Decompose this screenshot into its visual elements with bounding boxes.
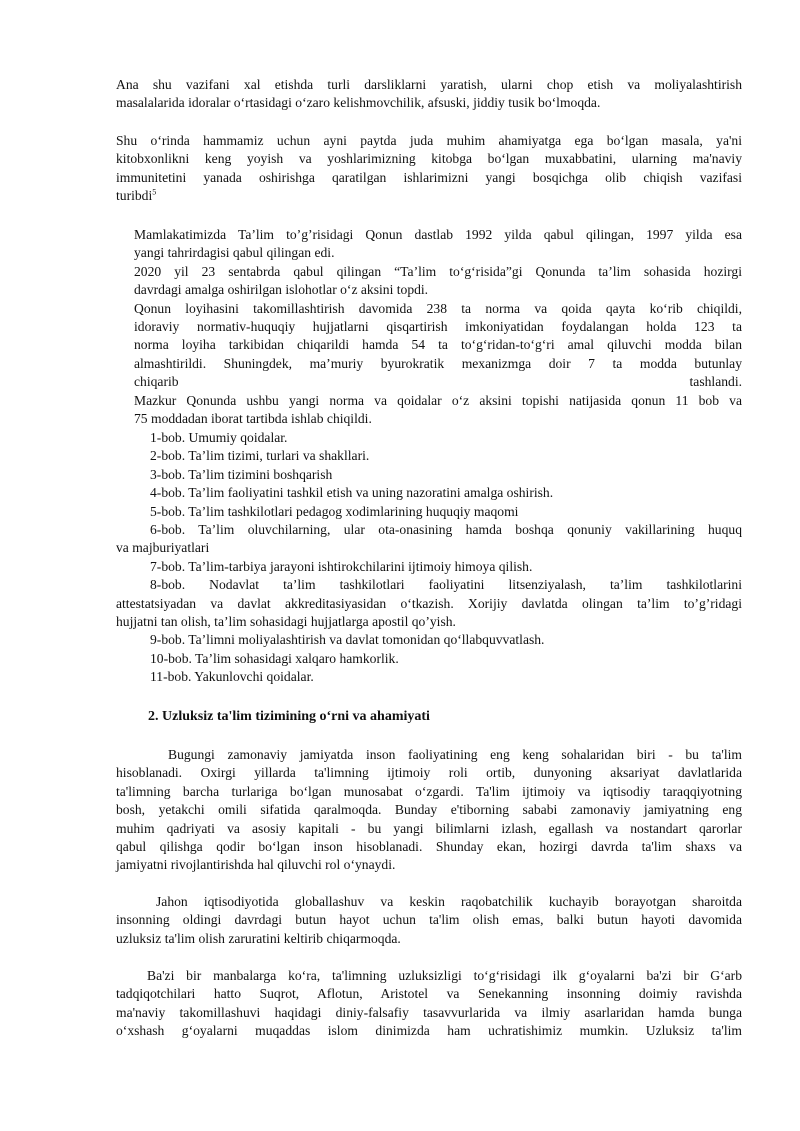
text-line: Bugungi zamonaviy jamiyatda inson faoliyatining eng keng sohalaridan biri - bu ta'lim xyxy=(168,747,742,762)
text-line: qabul qilishga qodir bo‘lgan inson hisoblanadi. Shunday ekan, hozirgi davrda ta'lim shaxs va xyxy=(116,839,742,855)
text-line: 75 moddadan iborat tartibda ishlab chiqildi. xyxy=(134,411,372,427)
text-line: insonning oldingi davrdagi butun hayot uchun ta'lim olish emas, balki butun hayoti davomida xyxy=(116,912,742,928)
chapter-list xyxy=(116,429,742,687)
text-line: chiqarib tashlandi. xyxy=(134,374,742,390)
paragraph-history xyxy=(116,967,742,1041)
paragraph-globalization xyxy=(116,893,742,948)
chapter-item: 9-bob. Ta’limni moliyalashtirish va davlat tomonidan qo‘llabquvvatlash. xyxy=(150,632,545,648)
chapter-item: 1-bob. Umumiy qoidalar. xyxy=(150,430,288,445)
text-line: Mazkur Qonunda ushbu yangi norma va qoidalar o‘z aksini topishi natijasida qonun 11 bob va xyxy=(134,392,742,408)
text-line: idoraviy normativ-huquqiy hujjatlarni qisqartirish imkoniyatidan foydalangan holda 123 ta xyxy=(134,319,742,335)
text-line: 2020 yil 23 sentabrda qabul qilingan “Ta’lim to‘g‘risida”gi Qonunda ta’lim sohasida hozirgi xyxy=(134,263,742,279)
chapter-item: 11-bob. Yakunlovchi qoidalar. xyxy=(150,669,314,685)
chapter-item: 8-bob. Nodavlat ta’lim tashkilotlari faoliyatini litsenziyalash, ta’lim tashkilotlarini xyxy=(150,577,742,593)
text-line: davrdagi amalga oshirilgan islohotlar o‘z aksini topdi. xyxy=(134,282,429,298)
paragraph-reading xyxy=(116,132,742,206)
text-line: ta'limning barcha turlariga bo‘lgan munosabat o‘zgardi. Ta'lim ijtimoiy va iqtisodiy taraqqiyotning xyxy=(116,783,742,799)
chapter-item-continued: va majburiyatlari xyxy=(116,540,210,556)
chapter-item: 7-bob. Ta’lim-tarbiya jarayoni ishtirokchilarini ijtimoiy himoya qilish. xyxy=(150,558,533,574)
text-line: almashtirildi. Shuningdek, ma’muriy byurokratik mexanizmga doir 7 ta modda butunlay xyxy=(134,355,742,371)
text-line: Ana shu vazifani xal etishda turli darsliklarni yaratish, ularni chop etish va moliyalashtirish xyxy=(116,77,742,92)
chapter-item-continued: hujjatni tan olish, ta’lim sohasidagi hujjatlarga apostil qo’yish. xyxy=(116,614,456,630)
chapter-item: 10-bob. Ta’lim sohasidagi xalqaro hamkorlik. xyxy=(150,650,399,666)
section-heading: 2. Uzluksiz ta'lim tizimining o‘rni va ahamiyati xyxy=(148,709,430,724)
text-line: kitobxonlikni keng yoyish va yoshlarimizning kitobga bo‘lgan muxabbatini, ularning ma'naviy xyxy=(116,151,742,167)
paragraph-textbooks xyxy=(116,76,742,113)
text-line: ma'naviy takomillashuvi haqidagi diniy-falsafiy tasavvurlarida va ilmiy asarlaridan hamda bunga xyxy=(116,1004,742,1020)
text-line: immunitetini yanada oshirishga qaratilgan ishlarimizni yangi bosqichga olib chiqish vazifasi xyxy=(116,169,742,185)
text-line: masalalarida idoralar o‘rtasidagi o‘zaro kelishmovchilik, afsuski, jiddiy tusik bo‘lmoqda. xyxy=(116,95,601,111)
chapter-item: 2-bob. Ta’lim tizimi, turlari va shakllari. xyxy=(150,448,370,464)
text-line: hisoblanadi. Oxirgi yillarda ta'limning ijtimoiy roli ortib, dunyoning aksariyat davlatlarida xyxy=(116,765,742,781)
text-line: norma loyiha tarkibidan chiqarildi hamda 54 ta to‘g‘ridan-to‘g‘ri amal qiluvchi modda bilan xyxy=(134,337,742,353)
paragraph-education-role xyxy=(116,746,742,875)
text-line: yangi tahrirdagisi qabul qilingan edi. xyxy=(134,245,335,261)
text-line xyxy=(116,187,742,205)
text-line: Ba'zi bir manbalarga ko‘ra, ta'limning uzluksizligi to‘g‘risidagi ilk g‘oyalarni ba'zi bir G‘arb xyxy=(147,968,742,983)
text-line: Mamlakatimizda Ta’lim to’g’risidagi Qonun dastlab 1992 yilda qabul qilingan, 1997 yilda esa xyxy=(134,227,742,242)
chapter-item: 3-bob. Ta’lim tizimini boshqarish xyxy=(150,466,333,482)
text-line-end: turibdi xyxy=(116,188,153,204)
text-line: o‘xshash g‘oyalarni muqaddas islom dinimizda ham uchratishimiz mumkin. Uzluksiz ta'lim xyxy=(116,1023,742,1039)
chapter-item-continued: attestatsiyadan va davlat akkreditasiyasidan o‘tkazish. Xorijiy davlatda olingan ta’lim to’g’ridagi xyxy=(116,595,742,611)
text-line: jamiyatni rivojlantirishda hal qiluvchi rol o‘ynaydi. xyxy=(116,857,396,873)
text-line: Qonun loyihasini takomillashtirish davomida 238 ta norma va qoida qayta ko‘rib chiqildi, xyxy=(134,300,742,316)
chapter-item: 4-bob. Ta’lim faoliyatini tashkil etish va uning nazoratini amalga oshirish. xyxy=(150,485,554,501)
text-line: Jahon iqtisodiyotida globallashuv va keskin raqobatchilik kuchayib borayotgan sharoitda xyxy=(156,894,742,909)
chapter-item: 6-bob. Ta’lim oluvchilarning, ular ota-onasining hamda boshqa qonuniy vakillarining huquq xyxy=(150,522,742,538)
text-line: uzluksiz ta'lim olish zaruratini keltirib chiqarmoqda. xyxy=(116,930,401,946)
chapter-item: 5-bob. Ta’lim tashkilotlari pedagog xodimlarining huquqiy maqomi xyxy=(150,503,519,519)
text-line: bosh, yetakchi omili sifatida qaralmoqda. Bunday e'tiborning sababi zamonaviy jamiyatning eng xyxy=(116,802,742,818)
footnote-ref[interactable]: 5 xyxy=(152,187,157,197)
law-block xyxy=(134,226,742,428)
text-line: Shu o‘rinda hammamiz uchun ayni paytda juda muhim ahamiyatga ega bo‘lgan masala, ya'ni xyxy=(116,133,742,148)
text-line: muhim qadriyati va asosiy kapitali - bu yangi bilimlarni izlash, egallash va nostandart qarorlar xyxy=(116,820,742,836)
text-line: tadqiqotchilari hatto Suqrot, Aflotun, Aristotel va Senekanning insonning doimiy ravishda xyxy=(116,986,742,1002)
